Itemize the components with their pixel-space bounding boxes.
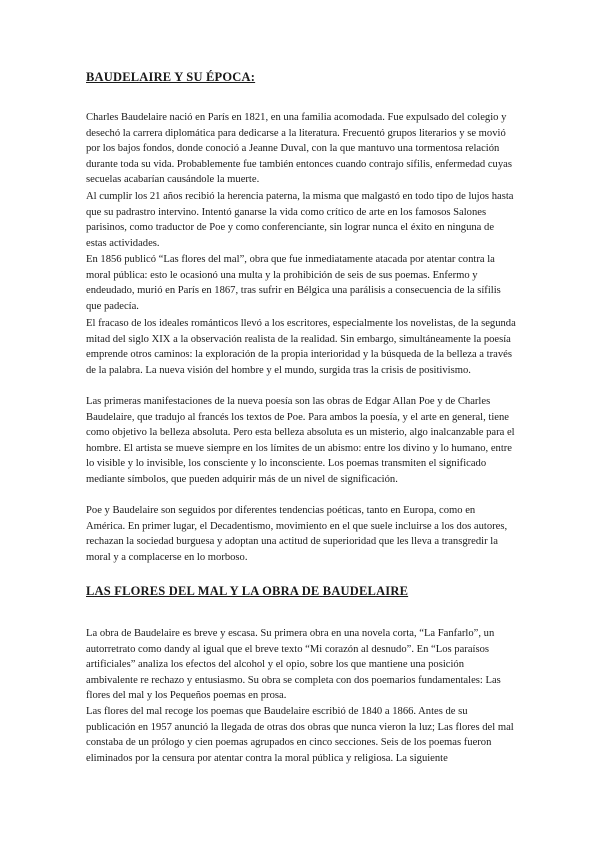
paragraph-decadentism: Poe y Baudelaire son seguidos por diferentes tendencias poéticas, tanto en Europa, como en América. En primer lugar, el Decadentismo, movimiento en el que suele incluirse a los dos autores, rechazan la sociedad burguesa y adoptan una actitud de superioridad que les lleva a transgredir la moral y a complacerse en lo morboso. — [86, 505, 508, 563]
paragraph-romantic-ideals: El fracaso de los ideales románticos llevó a los escritores, especialmente los novelistas, de la segunda mitad del siglo XIX a la observación realista de la realidad. Sin embargo, simultáneamente la poesía emprende otros caminos: la exploración de la propia interioridad y la búsqueda de la belleza a través de la palabra. La nueva visión del hombre y el mundo, surgida tras la crisis de positivismo. — [86, 318, 516, 376]
paragraph-biography: Charles Baudelaire nació en París en 1821, en una familia acomodada. Fue expulsado del colegio y desechó la carrera diplomática para dedicarse a la literatura. Frecuentó grupos literarios y se movió por los bajos fondos, donde conoció a Jeanne Duval, con la que mantuvo una tormentosa relación durante toda su vida. Probablemente fue también entonces cuando contrajo sífilis, enfermedad cuyas secuelas acabarían causándole la muerte. — [86, 112, 512, 186]
section-title-baudelaire-epoca: BAUDELAIRE Y SU ÉPOCA: — [86, 70, 256, 84]
paragraph-flores-publication: En 1856 publicó “Las flores del mal”, obra que fue inmediatamente atacada por atentar contra la moral pública: esto le ocasionó una multa y la prohibición de seis de sus poemas. Enfermo y endeudado, murió en París en 1867, tras sufrir en Bélgica una parálisis a consecuencia de la sífilis que padecía. — [86, 254, 501, 312]
paragraph-inheritance: Al cumplir los 21 años recibió la herencia paterna, la misma que malgastó en todo tipo de lujos hasta que su padrastro intervino. Intentó ganarse la vida como crítico de arte en los famosos Salones parisinos, como traductor de Poe y como conferenciante, sin lograr nunca el éxito en ninguna de estas actividades. — [86, 191, 514, 249]
section-title-flores-del-mal: LAS FLORES DEL MAL Y LA OBRA DE BAUDELAIRE — [86, 584, 409, 598]
paragraph-works: La obra de Baudelaire es breve y escasa. Su primera obra en una novela corta, “La Fanfarlo”, un autorretrato como dandy al igual que el breve texto “Mi corazón al desnudo”. En “Los paraísos artificiales” analiza los efectos del alcohol y el opio, sobre los que mantiene una posición ambivalente re rechazo y entusiasmo. Su obra se completa con dos poemarios fundamentales: Las flores del mal y los Pequeños poemas en prosa. — [86, 628, 501, 702]
paragraph-flores-content: Las flores del mal recoge los poemas que Baudelaire escribió de 1840 a 1866. Antes de su publicación en 1957 anunció la llegada de otras dos obras que nunca vieron la luz; Las flores del mal constaba de un prólogo y cien poemas agrupados en cinco secciones. Seis de los poemas fueron eliminados por la censura por atentar contra la moral pública y religiosa. La siguiente — [86, 706, 514, 764]
paragraph-new-poetry: Las primeras manifestaciones de la nueva poesía son las obras de Edgar Allan Poe y de Charles Baudelaire, que tradujo al francés los textos de Poe. Para ambos la poesía, y el arte en general, tiene como objetivo la belleza absoluta. Pero esta belleza absoluta es un misterio, algo inalcanzable para el hombre. El artista se mueve siempre en los límites de un abismo: entre los divino y lo humano, entre lo visible y lo invisible, los consciente y lo inconsciente. Los poemas transmiten el significado mediante símbolos, que pueden adquirir más de un nivel de significación. — [86, 396, 515, 485]
